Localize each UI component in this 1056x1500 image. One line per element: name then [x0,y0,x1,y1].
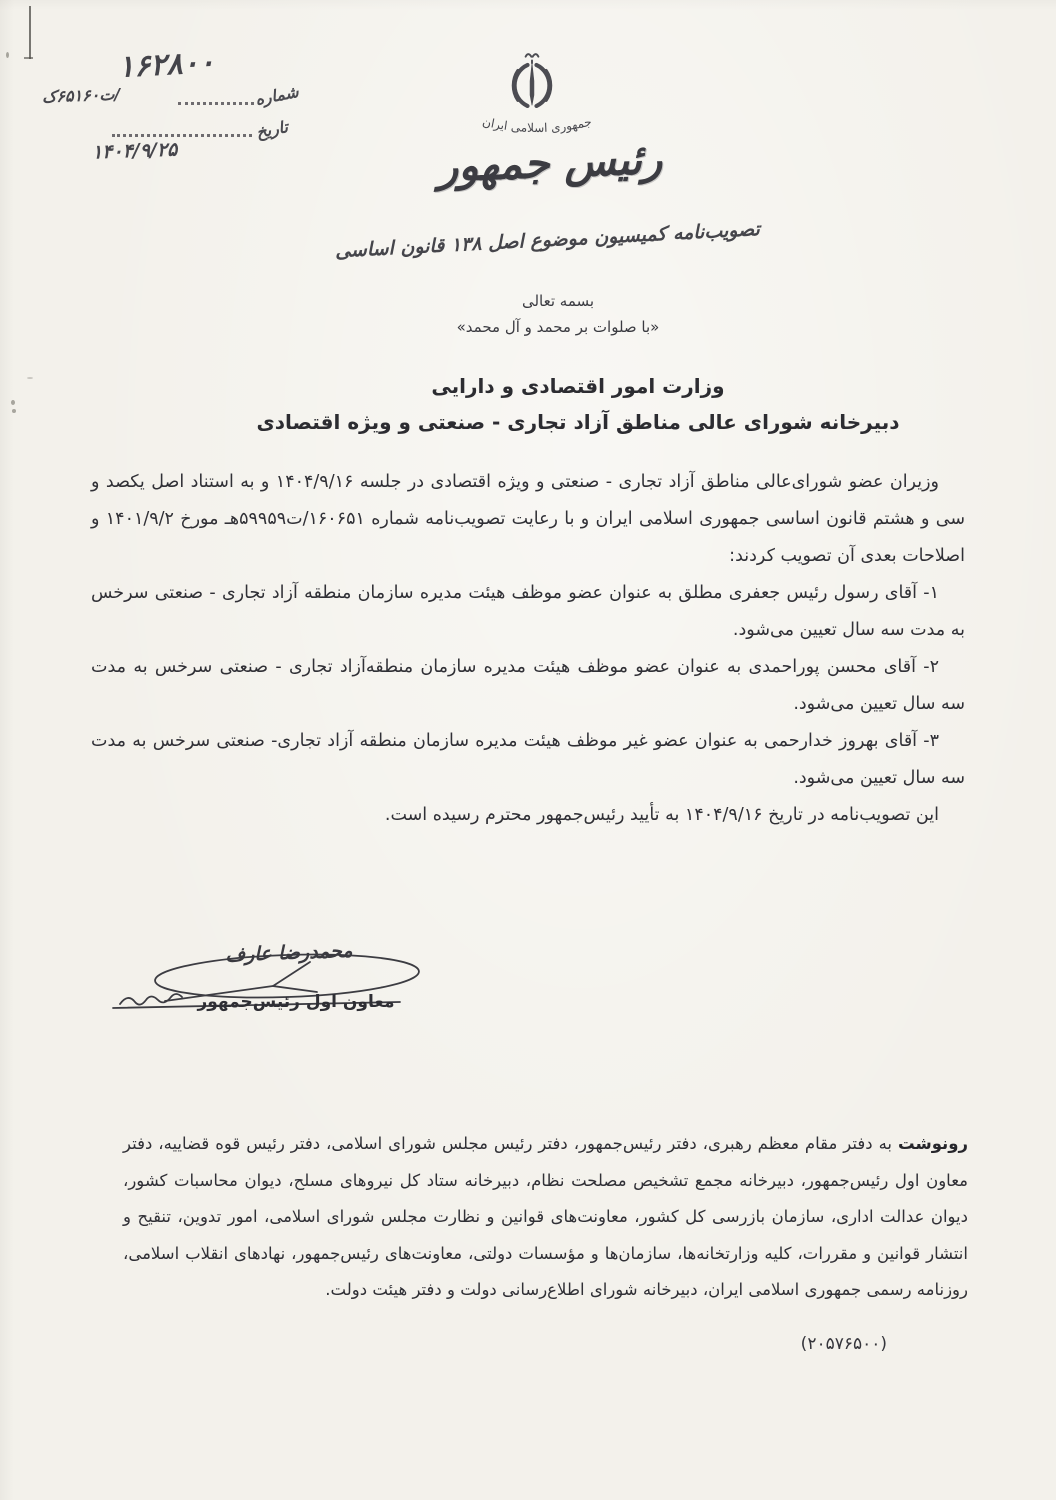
reference-number: (۲۰۵۷۶۵۰۰) [800,1334,887,1354]
decree-item-1: ۱- آقای رسول رئیس جعفری مطلق به عنوان عضو موظف هیئت مدیره سازمان منطقه آزاد تجاری - صنعتی سرخس به مدت سه سال تعیین می‌شود. [91,583,965,640]
carbon-copy-paragraph [123,1126,968,1309]
scan-edge-artifact [29,6,31,59]
decree-body [91,464,965,834]
decree-subtitle: تصویب‌نامه کمیسیون موضوع اصل ۱۳۸ قانون اساسی [334,218,761,263]
registration-big-number: ۱۶۲۸۰۰ [117,44,216,85]
decree-item-3: ۳- آقای بهروز خدارحمی به عنوان عضو غیر موظف هیئت مدیره سازمان منطقه آزاد تجاری- صنعتی سرخس به مدت سه سال تعیین می‌شود. [91,731,965,788]
recipient-ministry: وزارت امور اقتصادی و دارایی [431,374,725,398]
decree-closing-line: این تصویب‌نامه در تاریخ ۱۴۰۴/۹/۱۶ به تأیید رئیس‌جمهور محترم رسیده است. [384,805,939,825]
dotted-line [112,120,252,137]
number-label: شماره [253,82,301,109]
carbon-copy-recipients: به دفتر مقام معظم رهبری، دفتر رئیس‌جمهور، دفتر رئیس مجلس شورای اسلامی، دفتر رئیس قوه قضاییه، دفتر معاون اول رئیس‌جمهور، دبیرخانه مجمع تشخیص مصلحت نظام، دبیرخانه ستاد کل نیروهای مسلح، دیوان محاسبات کشور، دیوان عدالت اداری، سازمان بازرسی کل کشور، معاونت‌های قوانین و نظارت مجلس شورای اسلامی، امور تدوین، تنقیح و انتشار قوانین و مقررات، کلیه وزارتخانه‌ها، سازمان‌ها و مؤسسات دولتی، معاونت‌های رئیس‌جمهور، نهادهای انقلاب اسلامی، روزنامه رسمی جمهوری اسلامی ایران، دبیرخانه شورای اطلاع‌رسانی دولت و دفتر هیئت دولت. [123,1134,968,1299]
registration-number-value: /ت۶۵۱۶۰ک [41,84,121,107]
signatory-title: معاون اول رئیس‌جمهور [197,992,395,1012]
carbon-copy-label: رونوشت [898,1134,968,1153]
svg-text:جمهوری اسلامی ایران [481,115,593,136]
salawat-line: «با صلوات بر محمد و آل محمد» [456,318,660,336]
signatory-name: محمدرضا عارف [225,939,353,967]
scan-speck [11,400,15,405]
decree-item-2: ۲- آقای محسن پوراحمدی به عنوان عضو موظف هیئت مدیره سازمان منطقه‌آزاد تجاری - صنعتی سرخس به مدت سه سال تعیین می‌شود. [91,657,965,714]
scan-speck [27,377,33,379]
scan-edge-artifact [24,57,33,59]
scan-speck [12,409,16,413]
scan-speck [6,52,9,58]
recipient-secretariat: دبیرخانه شورای عالی مناطق آزاد تجاری - صنعتی و ویژه اقتصادی [256,410,900,434]
date-label: تاریخ [254,117,290,142]
country-name: جمهوری اسلامی ایران [481,114,593,136]
office-title-calligraphy: رئیس جمهور [437,134,663,191]
registration-date-value: ۱۴۰۴/۹/۲۵ [91,138,178,164]
bismillah-line: بسمه تعالی [521,292,595,310]
decree-intro-paragraph: وزیران عضو شورای‌عالی مناطق آزاد تجاری - صنعتی و ویژه اقتصادی در جلسه ۱۴۰۴/۹/۱۶ و به استناد اصل یکصد و سی و هشتم قانون اساسی جمهوری اسلامی ایران و با رعایت تصویب‌نامه شماره ۱۶۰۶۵۱/ت۵۹۹۵۹هـ مورخ ۱۴۰۱/۹/۲ و اصلاحات بعدی آن تصویب کردند: [91,472,965,566]
dotted-line [178,88,254,105]
